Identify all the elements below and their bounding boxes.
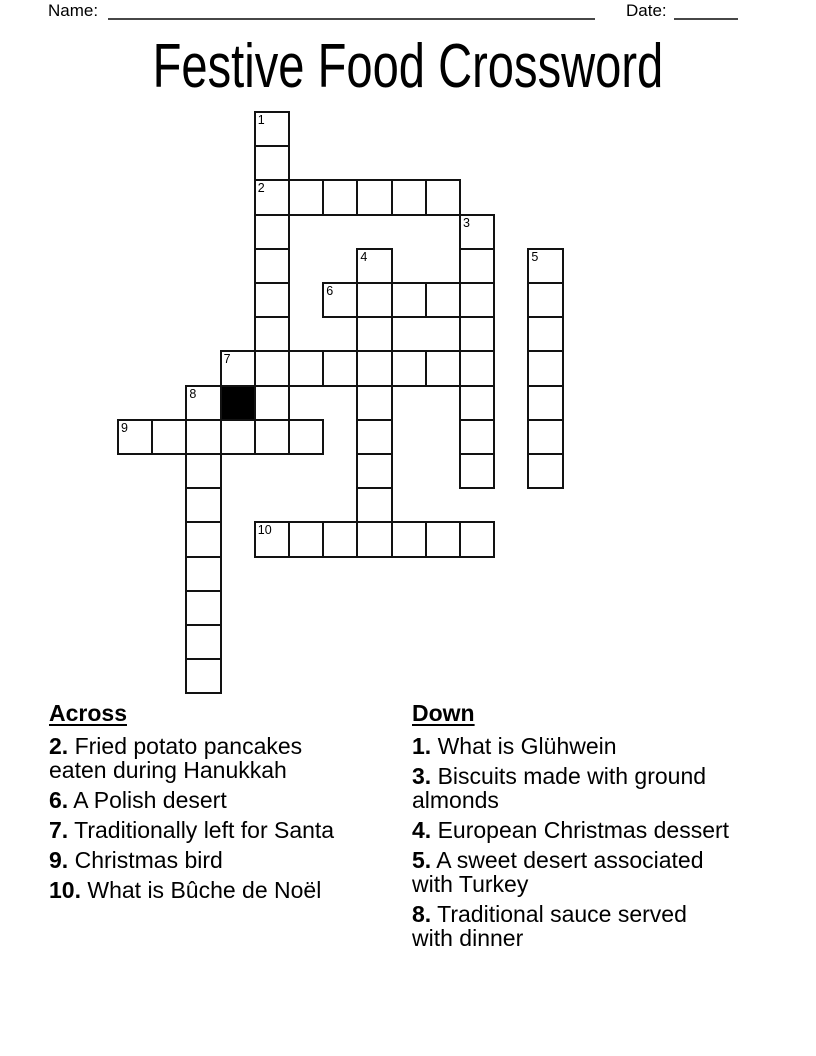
name-label: Name: [48,1,99,20]
clue-text: European Christmas dessert [431,817,730,843]
clue-across-10 [49,878,349,902]
clue-text: Traditionally left for Santa [68,817,335,843]
clue-number: 8. [412,901,432,927]
grid-cell[interactable] [288,350,324,386]
grid-cell[interactable] [185,521,221,557]
cell-number: 5 [531,249,539,264]
grid-cell[interactable] [254,385,290,421]
grid-cell[interactable] [459,521,495,557]
cell-number: 3 [463,215,470,230]
grid-cell[interactable] [185,590,221,626]
grid-cell[interactable] [185,624,221,660]
clue-number: 3. [412,763,432,789]
grid-cell[interactable] [356,419,392,455]
grid-cell[interactable] [527,316,563,352]
grid-cell[interactable] [185,556,221,592]
grid-cell[interactable] [425,282,461,318]
clue-text: Biscuits made with ground almonds [412,763,707,813]
grid-cell[interactable] [185,385,221,421]
clue-text: Fried potato pancakes eaten during Hanukkah [49,733,303,783]
grid-cell[interactable] [527,350,563,386]
grid-cell[interactable] [356,282,392,318]
clue-text: A Polish desert [68,787,227,813]
grid-cell[interactable] [356,179,392,215]
cell-number: 10 [257,523,272,538]
grid-cell[interactable] [220,419,256,455]
clue-number: 9. [49,847,69,873]
cell-number: 7 [223,352,231,367]
clue-number: 10. [49,877,81,903]
clue-across-7 [49,818,349,842]
clue-text: Traditional sauce served with dinner [412,901,687,951]
clue-down-3 [412,764,730,812]
grid-cell[interactable] [356,248,392,284]
grid-cell[interactable] [254,316,290,352]
grid-cell[interactable] [391,179,427,215]
grid-cell[interactable] [425,179,461,215]
grid-cell[interactable] [527,248,563,284]
cell-number: 6 [326,284,334,298]
grid-cell[interactable] [254,179,290,215]
grid-cell[interactable] [391,350,427,386]
grid-cell[interactable] [391,521,427,557]
cell-number: 8 [189,386,197,401]
across-heading: Across [49,700,127,726]
grid-cell[interactable] [391,282,427,318]
black-cell [220,385,256,421]
grid-cell[interactable] [459,419,495,455]
clue-down-1 [412,734,730,758]
grid-cell[interactable] [151,419,187,455]
grid-cell[interactable] [322,350,358,386]
grid-cell[interactable] [527,419,563,455]
grid-cell[interactable] [527,385,563,421]
cell-number: 4 [360,249,368,264]
clue-down-8 [412,902,730,950]
grid-cell[interactable] [527,453,563,489]
grid-cell[interactable] [185,658,221,694]
clue-down-4 [412,818,730,842]
clue-across-2 [49,734,349,782]
grid-cell[interactable] [459,282,495,318]
grid-cell[interactable] [356,350,392,386]
grid-cell[interactable] [322,179,358,215]
clue-number: 1. [412,733,432,759]
grid-cell[interactable] [356,453,392,489]
grid-cell[interactable] [254,419,290,455]
grid-cell[interactable] [356,316,392,352]
grid-cell[interactable] [185,453,221,489]
grid-cell[interactable] [220,350,256,386]
grid-cell[interactable] [254,282,290,318]
grid-cell[interactable] [288,419,324,455]
clue-text: What is Bûche de Noël [80,877,322,903]
grid-cell[interactable] [459,248,495,284]
clue-down-5 [412,848,730,896]
date-label: Date: [626,1,667,20]
grid-cell[interactable] [459,316,495,352]
clue-across-9 [49,848,349,872]
page-title: Festive Food Crossword [152,32,664,101]
cell-number: 2 [257,181,265,196]
grid-cell[interactable] [185,487,221,523]
grid-cell[interactable] [459,385,495,421]
clue-number: 4. [412,817,432,843]
clue-number: 7. [49,817,69,843]
grid-cell[interactable] [527,282,563,318]
grid-cell[interactable] [254,145,290,181]
down-clue-list [412,734,730,950]
grid-cell[interactable] [425,350,461,386]
grid-cell[interactable] [288,521,324,557]
clue-text: Christmas bird [68,847,223,873]
grid-cell[interactable] [117,419,153,455]
cell-number: 9 [121,420,128,435]
grid-cell[interactable] [356,385,392,421]
down-heading: Down [412,700,475,726]
across-clue-list [49,734,349,902]
grid-cell[interactable] [459,350,495,386]
grid-cell[interactable] [254,350,290,386]
grid-cell[interactable] [254,214,290,250]
down-clues-section [412,701,730,956]
grid-cell[interactable] [254,521,290,557]
grid-cell[interactable] [459,214,495,250]
grid-cell[interactable] [322,521,358,557]
grid-cell[interactable] [425,521,461,557]
grid-cell[interactable] [288,179,324,215]
grid-cell[interactable] [356,521,392,557]
across-clues-section [49,701,349,908]
clue-number: 2. [49,733,69,759]
grid-cell[interactable] [459,453,495,489]
grid-cell[interactable] [254,248,290,284]
grid-cell[interactable] [356,487,392,523]
clue-number: 5. [412,847,432,873]
clue-across-6 [49,788,349,812]
cell-number: 1 [257,113,265,127]
grid-cell[interactable] [254,111,290,147]
clue-text: A sweet desert associated with Turkey [412,847,704,897]
grid-cell[interactable] [185,419,221,455]
grid-cell[interactable] [322,282,358,318]
clue-number: 6. [49,787,69,813]
clue-text: What is Glühwein [431,733,617,759]
